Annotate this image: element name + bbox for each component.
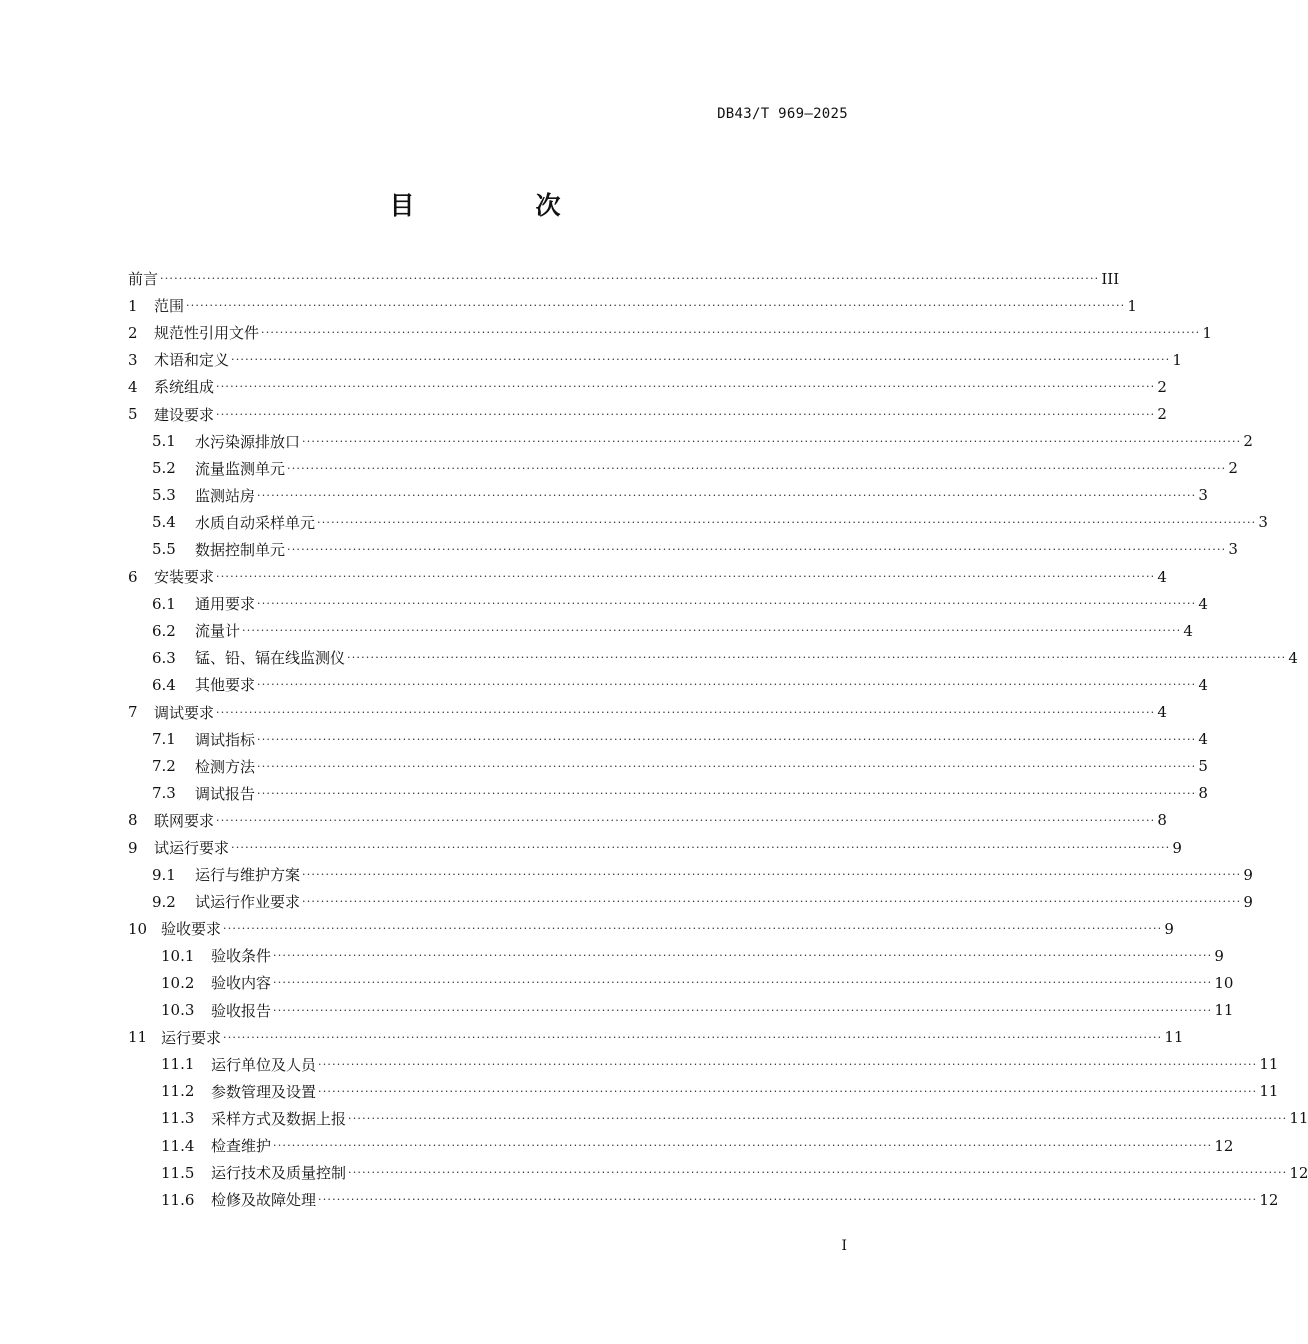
toc-entry[interactable] xyxy=(128,1159,1308,1186)
toc-entry-number: 6.3 xyxy=(152,648,176,667)
toc-entry-page: 1 xyxy=(1202,323,1212,342)
toc-entry[interactable] xyxy=(128,563,1167,590)
toc-entry-label: 试运行作业要求 xyxy=(195,893,301,912)
toc-entry-page: 2 xyxy=(1243,432,1253,451)
toc-leader-dots: ········································································································································································································ xyxy=(318,1084,1258,1098)
toc-entry-number: 11.5 xyxy=(161,1163,195,1182)
toc-leader-dots: ········································································································································································································ xyxy=(231,841,1171,855)
toc-entry-number: 5 xyxy=(128,405,138,424)
toc-entry[interactable] xyxy=(128,753,1208,780)
toc-entry-number: 11 xyxy=(128,1028,148,1047)
toc-entry-number: 7.2 xyxy=(152,757,176,776)
toc-entry-label: 范围 xyxy=(154,297,185,316)
toc-entry[interactable] xyxy=(128,319,1212,346)
toc-entry-page: 2 xyxy=(1157,405,1167,424)
toc-entry-page: 9 xyxy=(1164,919,1174,938)
toc-entry-label: 建设要求 xyxy=(154,405,215,424)
toc-entry-number: 9 xyxy=(128,838,138,857)
toc-entry-number: 8 xyxy=(128,811,138,830)
toc-entry-number: 4 xyxy=(128,377,138,396)
toc-entry[interactable] xyxy=(128,482,1208,509)
toc-entry-label: 验收条件 xyxy=(211,947,272,966)
toc-entry-number: 5.5 xyxy=(152,540,176,559)
toc-leader-dots: ········································································································································································································ xyxy=(347,651,1287,665)
toc-entry-number: 5.3 xyxy=(152,486,176,505)
toc-leader-dots: ········································································································································································································ xyxy=(317,515,1257,529)
toc-entry-page: 12 xyxy=(1259,1190,1279,1209)
toc-leader-dots: ········································································································································································································ xyxy=(273,949,1213,963)
toc-entry[interactable] xyxy=(128,590,1208,617)
toc-entry-page: 11 xyxy=(1259,1082,1279,1101)
toc-leader-dots: ········································································································································································································ xyxy=(257,597,1197,611)
toc-leader-dots: ········································································································································································································ xyxy=(261,326,1201,340)
toc-entry-number: 10 xyxy=(128,919,148,938)
toc-entry-number: 7.1 xyxy=(152,730,176,749)
toc-entry[interactable] xyxy=(128,726,1208,753)
toc-entry[interactable] xyxy=(128,373,1167,400)
toc-entry-label: 调试指标 xyxy=(195,730,256,749)
toc-leader-dots: ········································································································································································································ xyxy=(231,353,1171,367)
toc-entry-page: 4 xyxy=(1157,567,1167,586)
toc-entry[interactable] xyxy=(128,617,1193,644)
toc-leader-dots: ········································································································································································································ xyxy=(257,678,1197,692)
toc-leader-dots: ········································································································································································································ xyxy=(257,786,1197,800)
toc-entry-number: 6 xyxy=(128,567,138,586)
toc-entry-number: 2 xyxy=(128,323,138,342)
toc-leader-dots: ········································································································································································································ xyxy=(257,732,1197,746)
toc-leader-dots: ········································································································································································································ xyxy=(302,868,1242,882)
toc-entry[interactable] xyxy=(128,942,1224,969)
toc-entry[interactable] xyxy=(128,888,1253,915)
toc-entry-label: 监测站房 xyxy=(195,486,256,505)
toc-entry-number: 9.2 xyxy=(152,892,176,911)
toc-entry[interactable] xyxy=(128,1132,1234,1159)
toc-entry-page: 4 xyxy=(1198,594,1208,613)
toc-entry-number: 11.2 xyxy=(161,1082,195,1101)
toc-entry[interactable] xyxy=(128,428,1253,455)
toc-entry-label: 运行与维护方案 xyxy=(195,866,301,885)
toc-entry[interactable] xyxy=(128,807,1167,834)
page-number: I xyxy=(841,1238,847,1254)
toc-entry[interactable] xyxy=(128,346,1182,373)
toc-entry-number: 11.3 xyxy=(161,1109,195,1128)
toc-entry-label: 术语和定义 xyxy=(154,351,230,370)
toc-entry[interactable] xyxy=(128,1051,1279,1078)
toc-leader-dots: ········································································································································································································ xyxy=(257,759,1197,773)
toc-leader-dots: ········································································································································································································ xyxy=(257,488,1197,502)
toc-entry-label: 验收报告 xyxy=(211,1001,272,1020)
toc-entry-number: 11.4 xyxy=(161,1136,195,1155)
toc-entry-page: 9 xyxy=(1243,892,1253,911)
toc-entry-label: 锰、铅、镉在线监测仪 xyxy=(195,649,346,668)
toc-entry-number: 1 xyxy=(128,296,138,315)
toc-entry-label: 运行单位及人员 xyxy=(211,1055,317,1074)
page-title: 目 次 xyxy=(389,191,609,220)
toc-entry-page: 3 xyxy=(1258,513,1268,532)
toc-entry-label: 验收内容 xyxy=(211,974,272,993)
table-of-contents xyxy=(128,265,1308,1213)
toc-entry[interactable] xyxy=(128,1105,1308,1132)
toc-entry-page: 12 xyxy=(1289,1163,1308,1182)
toc-entry[interactable] xyxy=(128,915,1174,942)
toc-entry-number: 6.2 xyxy=(152,621,176,640)
toc-entry-label: 采样方式及数据上报 xyxy=(211,1109,347,1128)
toc-entry-page: 8 xyxy=(1198,784,1208,803)
toc-entry-label: 检修及故障处理 xyxy=(211,1191,317,1210)
toc-entry-page: 3 xyxy=(1228,540,1238,559)
toc-entry[interactable] xyxy=(128,400,1167,427)
toc-leader-dots: ········································································································································································································ xyxy=(242,624,1182,638)
toc-entry-page: 12 xyxy=(1214,1136,1234,1155)
toc-entry-page: 5 xyxy=(1198,757,1208,776)
toc-entry-label: 调试报告 xyxy=(195,784,256,803)
toc-entry-number: 3 xyxy=(128,350,138,369)
toc-entry[interactable] xyxy=(128,644,1298,671)
toc-entry-number: 9.1 xyxy=(152,865,176,884)
toc-entry-page: 9 xyxy=(1172,838,1182,857)
toc-leader-dots: ········································································································································································································ xyxy=(348,1111,1288,1125)
toc-entry-label: 联网要求 xyxy=(154,811,215,830)
toc-entry-label: 水污染源排放口 xyxy=(195,432,301,451)
toc-entry-label: 运行要求 xyxy=(161,1028,222,1047)
toc-entry[interactable] xyxy=(128,509,1268,536)
toc-entry-number: 5.2 xyxy=(152,459,176,478)
toc-entry[interactable] xyxy=(128,780,1208,807)
toc-leader-dots: ········································································································································································································ xyxy=(287,542,1227,556)
toc-entry-label: 通用要求 xyxy=(195,595,256,614)
toc-entry-page: 3 xyxy=(1198,486,1208,505)
toc-leader-dots: ········································································································································································································ xyxy=(318,1193,1258,1207)
toc-entry-label: 流量监测单元 xyxy=(195,459,286,478)
toc-leader-dots: ········································································································································································································ xyxy=(186,299,1126,313)
toc-entry-number: 5.1 xyxy=(152,432,176,451)
toc-entry-page: 4 xyxy=(1198,675,1208,694)
toc-leader-dots: ········································································································································································································ xyxy=(223,1030,1163,1044)
toc-entry[interactable] xyxy=(128,834,1182,861)
toc-entry-label: 前言 xyxy=(128,270,159,289)
toc-entry-number: 11.1 xyxy=(161,1055,195,1074)
document-code: DB43/T 969—2025 xyxy=(717,106,848,122)
toc-entry[interactable] xyxy=(128,1078,1279,1105)
toc-entry-page: 2 xyxy=(1228,459,1238,478)
toc-entry[interactable] xyxy=(128,671,1208,698)
toc-leader-dots: ········································································································································································································ xyxy=(216,407,1156,421)
toc-entry-page: 10 xyxy=(1214,973,1234,992)
toc-leader-dots: ········································································································································································································ xyxy=(216,705,1156,719)
toc-leader-dots: ········································································································································································································ xyxy=(216,380,1156,394)
toc-entry-page: 9 xyxy=(1243,865,1253,884)
toc-leader-dots: ········································································································································································································ xyxy=(348,1166,1288,1180)
toc-entry-label: 流量计 xyxy=(195,622,241,641)
toc-entry-number: 6.4 xyxy=(152,675,176,694)
toc-leader-dots: ········································································································································································································ xyxy=(216,570,1156,584)
toc-entry-page: 4 xyxy=(1157,703,1167,722)
toc-entry-label: 其他要求 xyxy=(195,676,256,695)
toc-entry-label: 数据控制单元 xyxy=(195,540,286,559)
toc-entry-page: 11 xyxy=(1214,1001,1234,1020)
toc-leader-dots: ········································································································································································································ xyxy=(160,272,1100,286)
toc-entry-number: 10.3 xyxy=(161,1001,195,1020)
toc-leader-dots: ········································································································································································································ xyxy=(287,461,1227,475)
toc-entry-page: 1 xyxy=(1172,350,1182,369)
toc-entry-label: 检查维护 xyxy=(211,1137,272,1156)
toc-leader-dots: ········································································································································································································ xyxy=(223,922,1163,936)
toc-entry-number: 7.3 xyxy=(152,784,176,803)
toc-entry-page: 9 xyxy=(1214,946,1224,965)
toc-entry[interactable] xyxy=(128,292,1137,319)
toc-leader-dots: ········································································································································································································ xyxy=(273,976,1213,990)
toc-entry-page: 8 xyxy=(1157,811,1167,830)
toc-leader-dots: ········································································································································································································ xyxy=(318,1057,1258,1071)
toc-entry[interactable] xyxy=(128,1024,1184,1051)
toc-entry[interactable] xyxy=(128,861,1253,888)
toc-entry-page: 4 xyxy=(1288,648,1298,667)
toc-entry[interactable] xyxy=(128,265,1120,292)
toc-entry-label: 系统组成 xyxy=(154,378,215,397)
toc-entry-page: III xyxy=(1101,269,1120,288)
toc-entry-page: 2 xyxy=(1157,377,1167,396)
toc-entry-number: 10.1 xyxy=(161,946,195,965)
toc-entry[interactable] xyxy=(128,455,1238,482)
toc-entry[interactable] xyxy=(128,969,1234,996)
toc-entry[interactable] xyxy=(128,699,1167,726)
toc-entry-page: 11 xyxy=(1259,1055,1279,1074)
toc-entry-label: 安装要求 xyxy=(154,568,215,587)
toc-entry-label: 验收要求 xyxy=(161,920,222,939)
toc-entry-label: 试运行要求 xyxy=(154,839,230,858)
toc-entry-page: 4 xyxy=(1183,621,1193,640)
toc-entry[interactable] xyxy=(128,997,1234,1024)
toc-entry[interactable] xyxy=(128,1186,1279,1213)
toc-leader-dots: ········································································································································································································ xyxy=(302,434,1242,448)
toc-leader-dots: ········································································································································································································ xyxy=(216,813,1156,827)
toc-entry-number: 11.6 xyxy=(161,1190,195,1209)
toc-entry-label: 调试要求 xyxy=(154,703,215,722)
toc-entry-page: 11 xyxy=(1164,1028,1184,1047)
toc-entry-label: 运行技术及质量控制 xyxy=(211,1164,347,1183)
toc-entry-label: 参数管理及设置 xyxy=(211,1082,317,1101)
toc-entry-page: 1 xyxy=(1127,296,1137,315)
toc-entry-number: 7 xyxy=(128,703,138,722)
toc-entry-page: 4 xyxy=(1198,730,1208,749)
toc-entry-number: 6.1 xyxy=(152,594,176,613)
toc-entry-page: 11 xyxy=(1289,1109,1308,1128)
toc-entry-number: 10.2 xyxy=(161,973,195,992)
toc-entry-label: 规范性引用文件 xyxy=(154,324,260,343)
toc-entry-number: 5.4 xyxy=(152,513,176,532)
toc-leader-dots: ········································································································································································································ xyxy=(302,895,1242,909)
toc-entry-label: 水质自动采样单元 xyxy=(195,513,316,532)
toc-entry-label: 检测方法 xyxy=(195,757,256,776)
toc-entry[interactable] xyxy=(128,536,1238,563)
toc-leader-dots: ········································································································································································································ xyxy=(273,1003,1213,1017)
toc-leader-dots: ········································································································································································································ xyxy=(273,1139,1213,1153)
